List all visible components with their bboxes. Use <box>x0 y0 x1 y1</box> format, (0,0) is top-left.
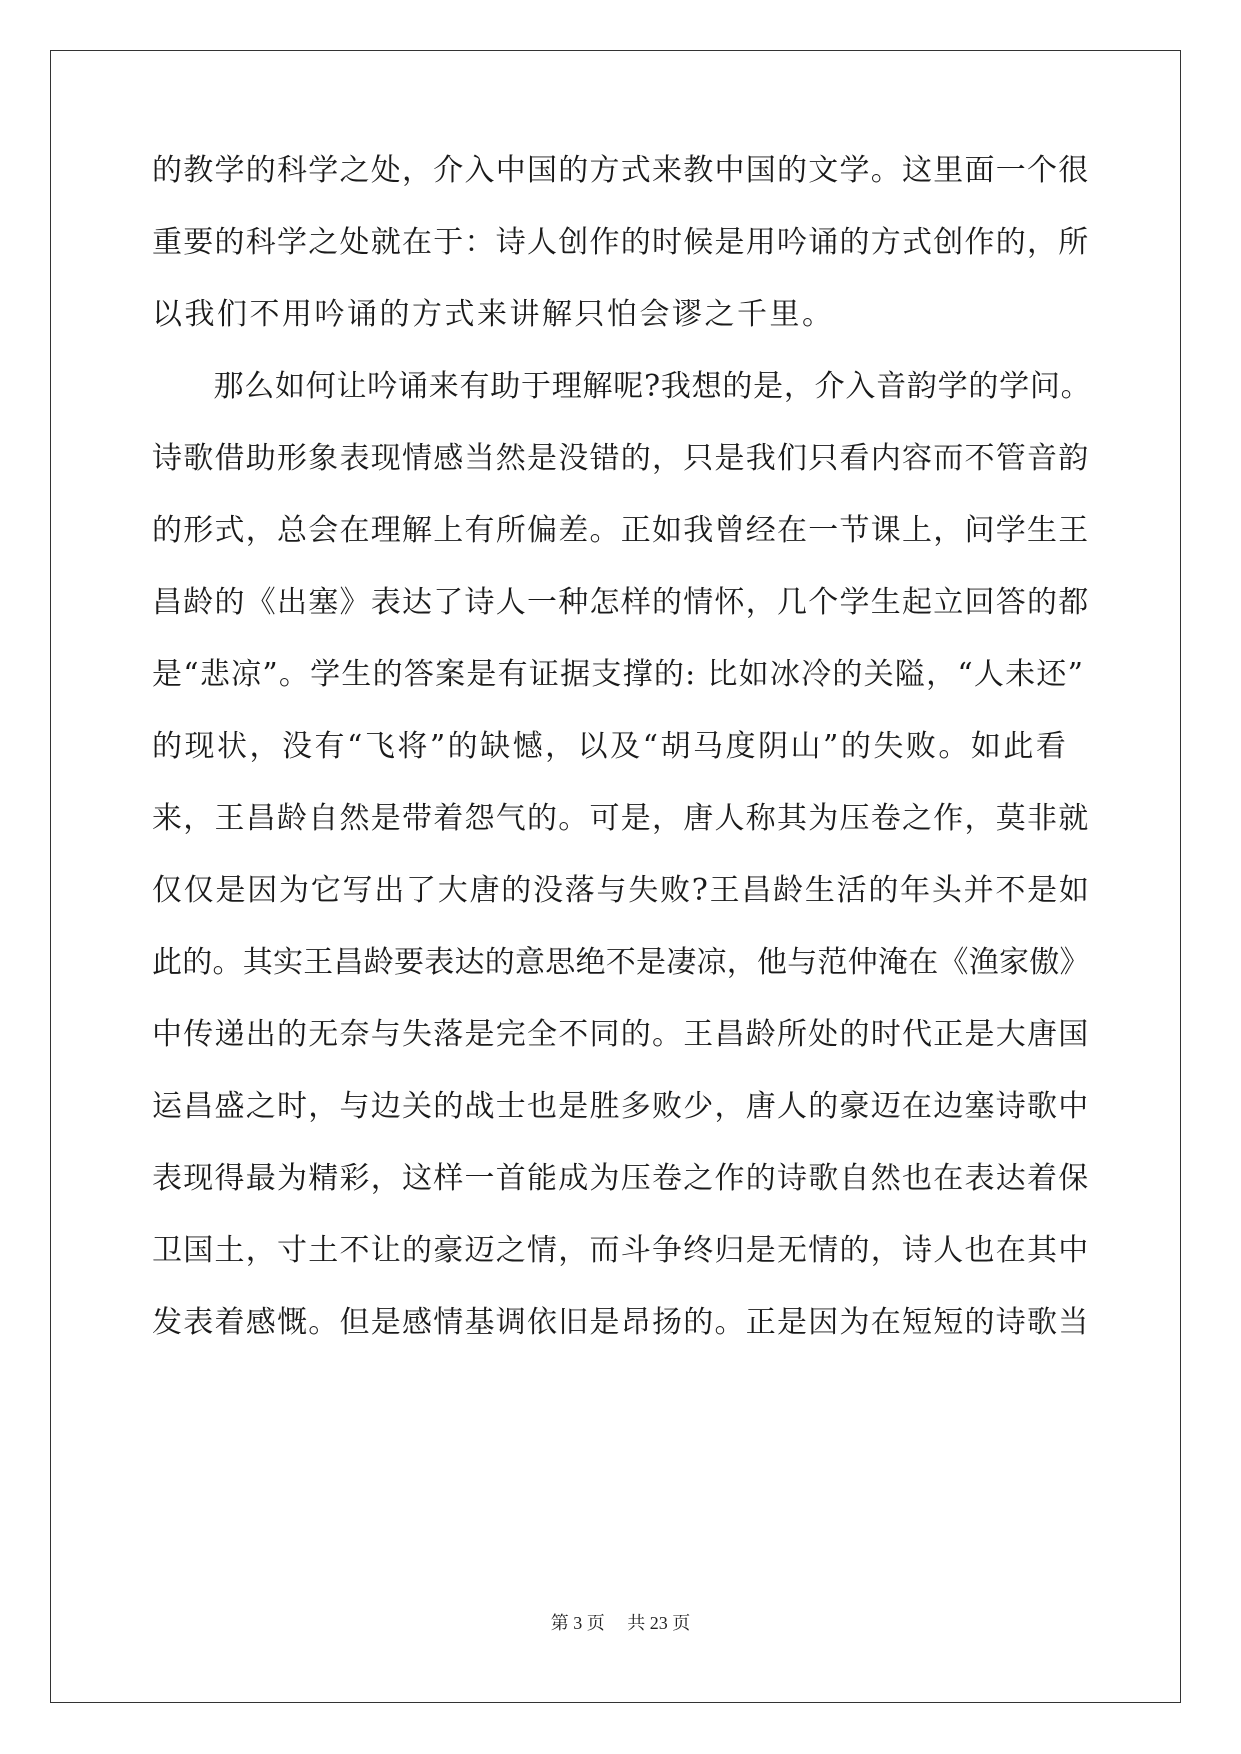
text-line-4: 那么如何让吟诵来有助于理解呢?我想的是，介入音韵学的学问。 <box>152 369 1092 404</box>
text-line-7: 昌龄的《出塞》表达了诗人一种怎样的情怀，几个学生起立回答的都 <box>152 585 1090 620</box>
text-line-9: 的现状，没有“飞将”的缺憾，以及“胡马度阴山”的失败。如此看 <box>152 729 1069 764</box>
text-line-14: 运昌盛之时，与边关的战士也是胜多败少，唐人的豪迈在边塞诗歌中 <box>152 1089 1090 1124</box>
text-line-10: 来，王昌龄自然是带着怨气的。可是，唐人称其为压卷之作，莫非就 <box>152 801 1090 836</box>
text-line-15: 表现得最为精彩，这样一首能成为压卷之作的诗歌自然也在表达着保 <box>152 1161 1090 1196</box>
text-line-13: 中传递出的无奈与失落是完全不同的。王昌龄所处的时代正是大唐国 <box>152 1017 1090 1052</box>
text-line-16: 卫国土，寸土不让的豪迈之情，而斗争终归是无情的，诗人也在其中 <box>152 1233 1090 1268</box>
text-line-5: 诗歌借助形象表现情感当然是没错的，只是我们只看内容而不管音韵 <box>152 441 1090 476</box>
text-line-3: 以我们不用吟诵的方式来讲解只怕会谬之千里。 <box>152 297 835 332</box>
text-line-1: 的教学的科学之处，介入中国的方式来教中国的文学。这里面一个很 <box>152 153 1090 188</box>
text-line-11: 仅仅是因为它写出了大唐的没落与失败?王昌龄生活的年头并不是如 <box>152 873 1091 908</box>
text-line-2: 重要的科学之处就在于：诗人创作的时候是用吟诵的方式创作的，所 <box>152 225 1090 260</box>
page-number-footer: 第 3 页 共 23 页 <box>550 1613 691 1633</box>
text-line-8: 是“悲凉”。学生的答案是有证据支撑的: 比如冰冷的关隘，“人未还” <box>152 657 1085 692</box>
text-line-12: 此的。其实王昌龄要表达的意思绝不是凄凉，他与范仲淹在《渔家傲》 <box>152 945 1090 980</box>
text-line-6: 的形式，总会在理解上有所偏差。正如我曾经在一节课上，问学生王 <box>152 513 1090 548</box>
text-line-17: 发表着感慨。但是感情基调依旧是昂扬的。正是因为在短短的诗歌当 <box>152 1305 1090 1340</box>
